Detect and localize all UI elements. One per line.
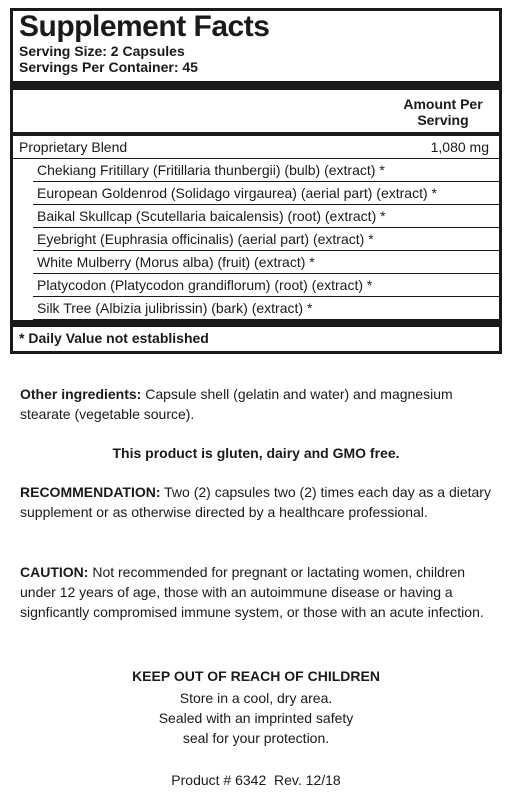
daily-value-footnote: * Daily Value not established (19, 330, 209, 346)
serving-size: Serving Size: 2 Capsules (19, 43, 185, 59)
recommendation (20, 482, 492, 522)
ingredient-row: Baikal Skullcap (Scutellaria baicalensis) (root) (extract) * (33, 205, 499, 228)
panel-title: Supplement Facts (19, 10, 270, 43)
amount-header-line2: Serving (417, 112, 469, 128)
caution (20, 562, 492, 622)
other-ingredients (20, 384, 492, 424)
storage-instructions (20, 688, 492, 748)
ingredient-row: Silk Tree (Albizia julibrissin) (bark) (extract) * (33, 297, 499, 320)
keep-out-warning: KEEP OUT OF REACH OF CHILDREN (132, 668, 380, 684)
servings-per-container: Servings Per Container: 45 (19, 59, 198, 75)
thick-divider (13, 81, 499, 90)
caution-label: CAUTION: (20, 564, 89, 580)
product-number: Product # 6342 Rev. 12/18 (171, 772, 341, 788)
amount-header-line1: Amount Per (403, 96, 483, 112)
bottom-divider (13, 320, 499, 327)
other-ingredients-text: Capsule shell (gelatin and water) and magnesium stearate (vegetable source). (20, 386, 453, 422)
supplement-facts-panel (10, 8, 502, 354)
ingredient-row: European Goldenrod (Solidago virgaurea) (aerial part) (extract) * (33, 182, 499, 205)
blend-amount: 1,080 mg (430, 139, 489, 155)
ingredient-row: Chekiang Fritillary (Fritillaria thunbergii) (bulb) (extract) * (33, 159, 499, 182)
caution-text: Not recommended for pregnant or lactating women, children under 12 years of age, those with an autoimmune disease or having a signficantly compromised immune system, or those with an acute infection. (20, 564, 484, 620)
blend-name: Proprietary Blend (19, 139, 128, 155)
ingredient-row: Eyebright (Euphrasia officinalis) (aerial part) (extract) * (33, 228, 499, 251)
amount-per-serving-header (395, 90, 491, 132)
other-ingredients-label: Other ingredients: (20, 386, 142, 402)
free-statement: This product is gluten, dairy and GMO free. (112, 445, 400, 461)
storage-line: Store in a cool, dry area. (179, 690, 333, 706)
ingredient-row: Platycodon (Platycodon grandiflorum) (root) (extract) * (33, 274, 499, 297)
recommendation-label: RECOMMENDATION: (20, 484, 161, 500)
storage-line: Sealed with an imprinted safety (158, 710, 354, 726)
ingredient-row: White Mulberry (Morus alba) (fruit) (extract) * (33, 251, 499, 274)
proprietary-blend-row (13, 136, 499, 159)
recommendation-text: Two (2) capsules two (2) times each day as a dietary supplement or as otherwise directed by a healthcare professional. (20, 484, 491, 520)
storage-line: seal for your protection. (182, 730, 330, 746)
